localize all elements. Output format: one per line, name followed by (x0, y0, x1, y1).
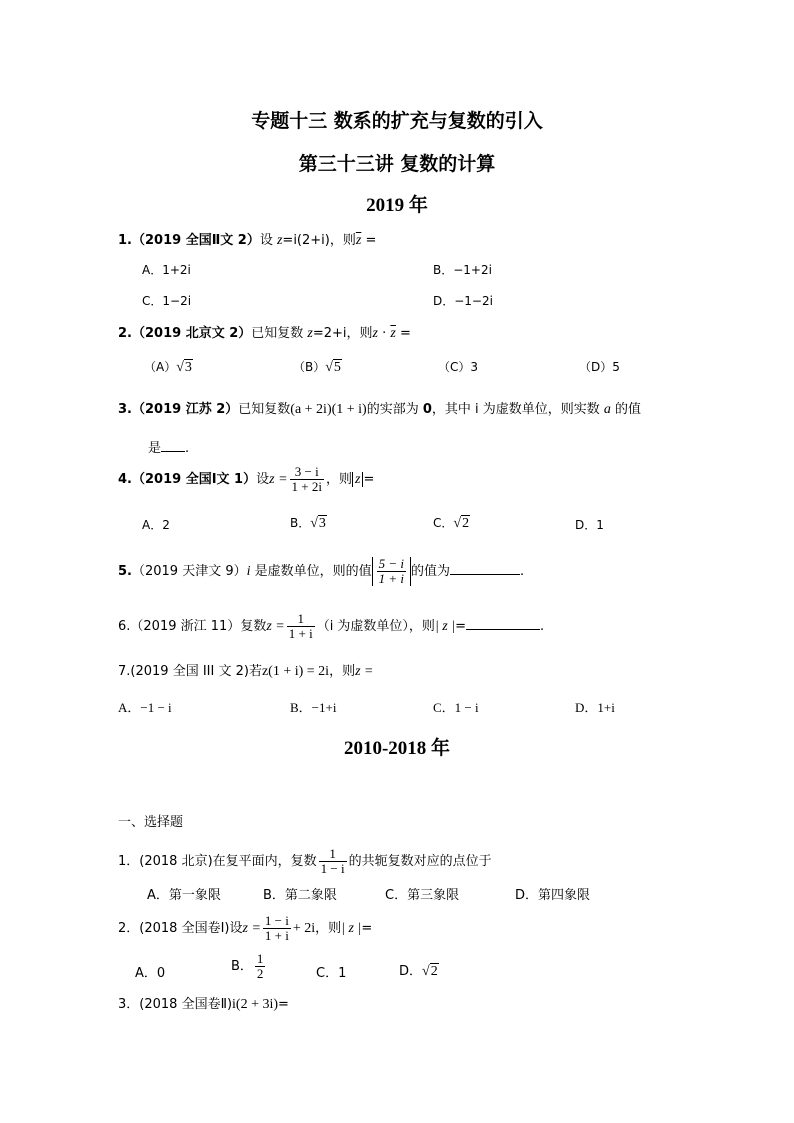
fraction: $\frac{3 - i}{1 + 2i}$ (291, 464, 322, 494)
q7-option-a: A．−1 − i (118, 700, 172, 715)
document-title: 专题十三 数系的扩充与复数的引入 (251, 110, 543, 132)
s1-option-a: A．第一象限 (147, 888, 221, 903)
q7-option-c: C．1 − i (433, 700, 479, 715)
q1-option-c: C．1−2i (142, 294, 192, 308)
q2-option-c: （C）3 (438, 360, 479, 374)
question-s1: 1．(2018 北京)在复平面内，复数 $\frac{1}{1 - i}$ 的共轭复数对应的点位于 (118, 846, 492, 876)
fraction: $\frac{1}{1 - i}$ (320, 846, 345, 876)
s2-option-a: A．0 (135, 966, 166, 981)
section-heading-2019: 2019 年 (366, 195, 428, 216)
question-7: 7.(2019 全国 III 文 2)若z(1 + i) = 2i，则z = (118, 664, 374, 679)
sqrt-symbol: √3 (310, 516, 326, 531)
s1-option-c: C．第三象限 (385, 888, 460, 903)
absolute-value (372, 557, 411, 586)
sqrt-symbol: √2 (453, 516, 470, 531)
section-heading-2010-2018: 2010-2018 年 (343, 738, 451, 759)
question-1: 1.（2019 全国Ⅱ文 2）设 z=i(2+i)，则$\overline{z}$ = (118, 233, 377, 248)
question-4: 4.（2019 全国Ⅰ文 1）设z = $\frac{3 - i}{1 + 2i}$ ，则 z = (118, 464, 375, 494)
answer-blank (161, 451, 185, 452)
s1-option-b: B．第二象限 (263, 888, 337, 903)
q4-option-a: A．2 (142, 518, 170, 532)
answer-blank (450, 574, 520, 575)
q7-option-d: D．1+i (575, 700, 615, 715)
q4-option-c: C．√2 (433, 516, 470, 531)
answer-blank (466, 629, 540, 630)
s2-option-c: C．1 (316, 966, 347, 981)
question-s3: 3．(2018 全国卷Ⅱ)i(2 + 3i)= (118, 997, 289, 1012)
fraction: $\frac{1}{1 + i}$ (288, 611, 313, 641)
question-s2: 2．(2018 全国卷Ⅰ)设z = $\frac{1 - i}{1 + i}$ + 2i，则| z |= (118, 913, 373, 943)
q4-option-d: D．1 (575, 518, 604, 532)
question-3: 3.（2019 江苏 2）已知复数(a + 2i)(1 + i)的实部为 0，其中 i 为虚数单位，则实数 a 的值 (118, 402, 642, 417)
s2-option-d: D．√2 (399, 964, 438, 979)
q7-option-b: B．−1+i (290, 700, 337, 715)
question-2: 2.（2019 北京文 2）已知复数 z=2+i，则$z \cdot \overline{z}$ = (118, 326, 411, 341)
fraction: $\frac{5 - i}{1 + i}$ (378, 556, 405, 586)
question-5: 5.（2019 天津文 9）i 是虚数单位，则的值 $\frac{5 - i}{1 + i}$ 的值为 . (118, 556, 525, 586)
fraction: $\frac{1}{2}$ (256, 951, 264, 981)
lecture-title: 第三十三讲 复数的计算 (298, 153, 496, 175)
s2-option-b: B． $\frac{1}{2}$ (231, 951, 264, 981)
s1-option-d: D．第四象限 (515, 888, 591, 903)
q2-option-d: （D）5 (579, 360, 620, 374)
q1-option-b: B．−1+2i (433, 263, 492, 277)
question-3-line-2: 是 . (148, 441, 190, 456)
q2-option-a: （A）√3 (144, 360, 192, 375)
q1-option-a: A．1+2i (142, 263, 191, 277)
sqrt-symbol: √2 (422, 964, 438, 979)
sqrt-symbol: √3 (176, 360, 192, 375)
q2-option-b: （B）√5 (293, 360, 341, 375)
q4-option-b: B．√3 (290, 516, 326, 531)
section-label-multiple-choice: 一、选择题 (118, 815, 184, 830)
question-6: 6.（2019 浙江 11）复数z = $\frac{1}{1 + i}$ （i 为虚数单位），则| z |= . (118, 611, 545, 641)
sqrt-symbol: √5 (325, 360, 341, 375)
fraction: $\frac{1 - i}{1 + i}$ (264, 913, 289, 943)
q1-option-d: D．−1−2i (433, 294, 493, 308)
